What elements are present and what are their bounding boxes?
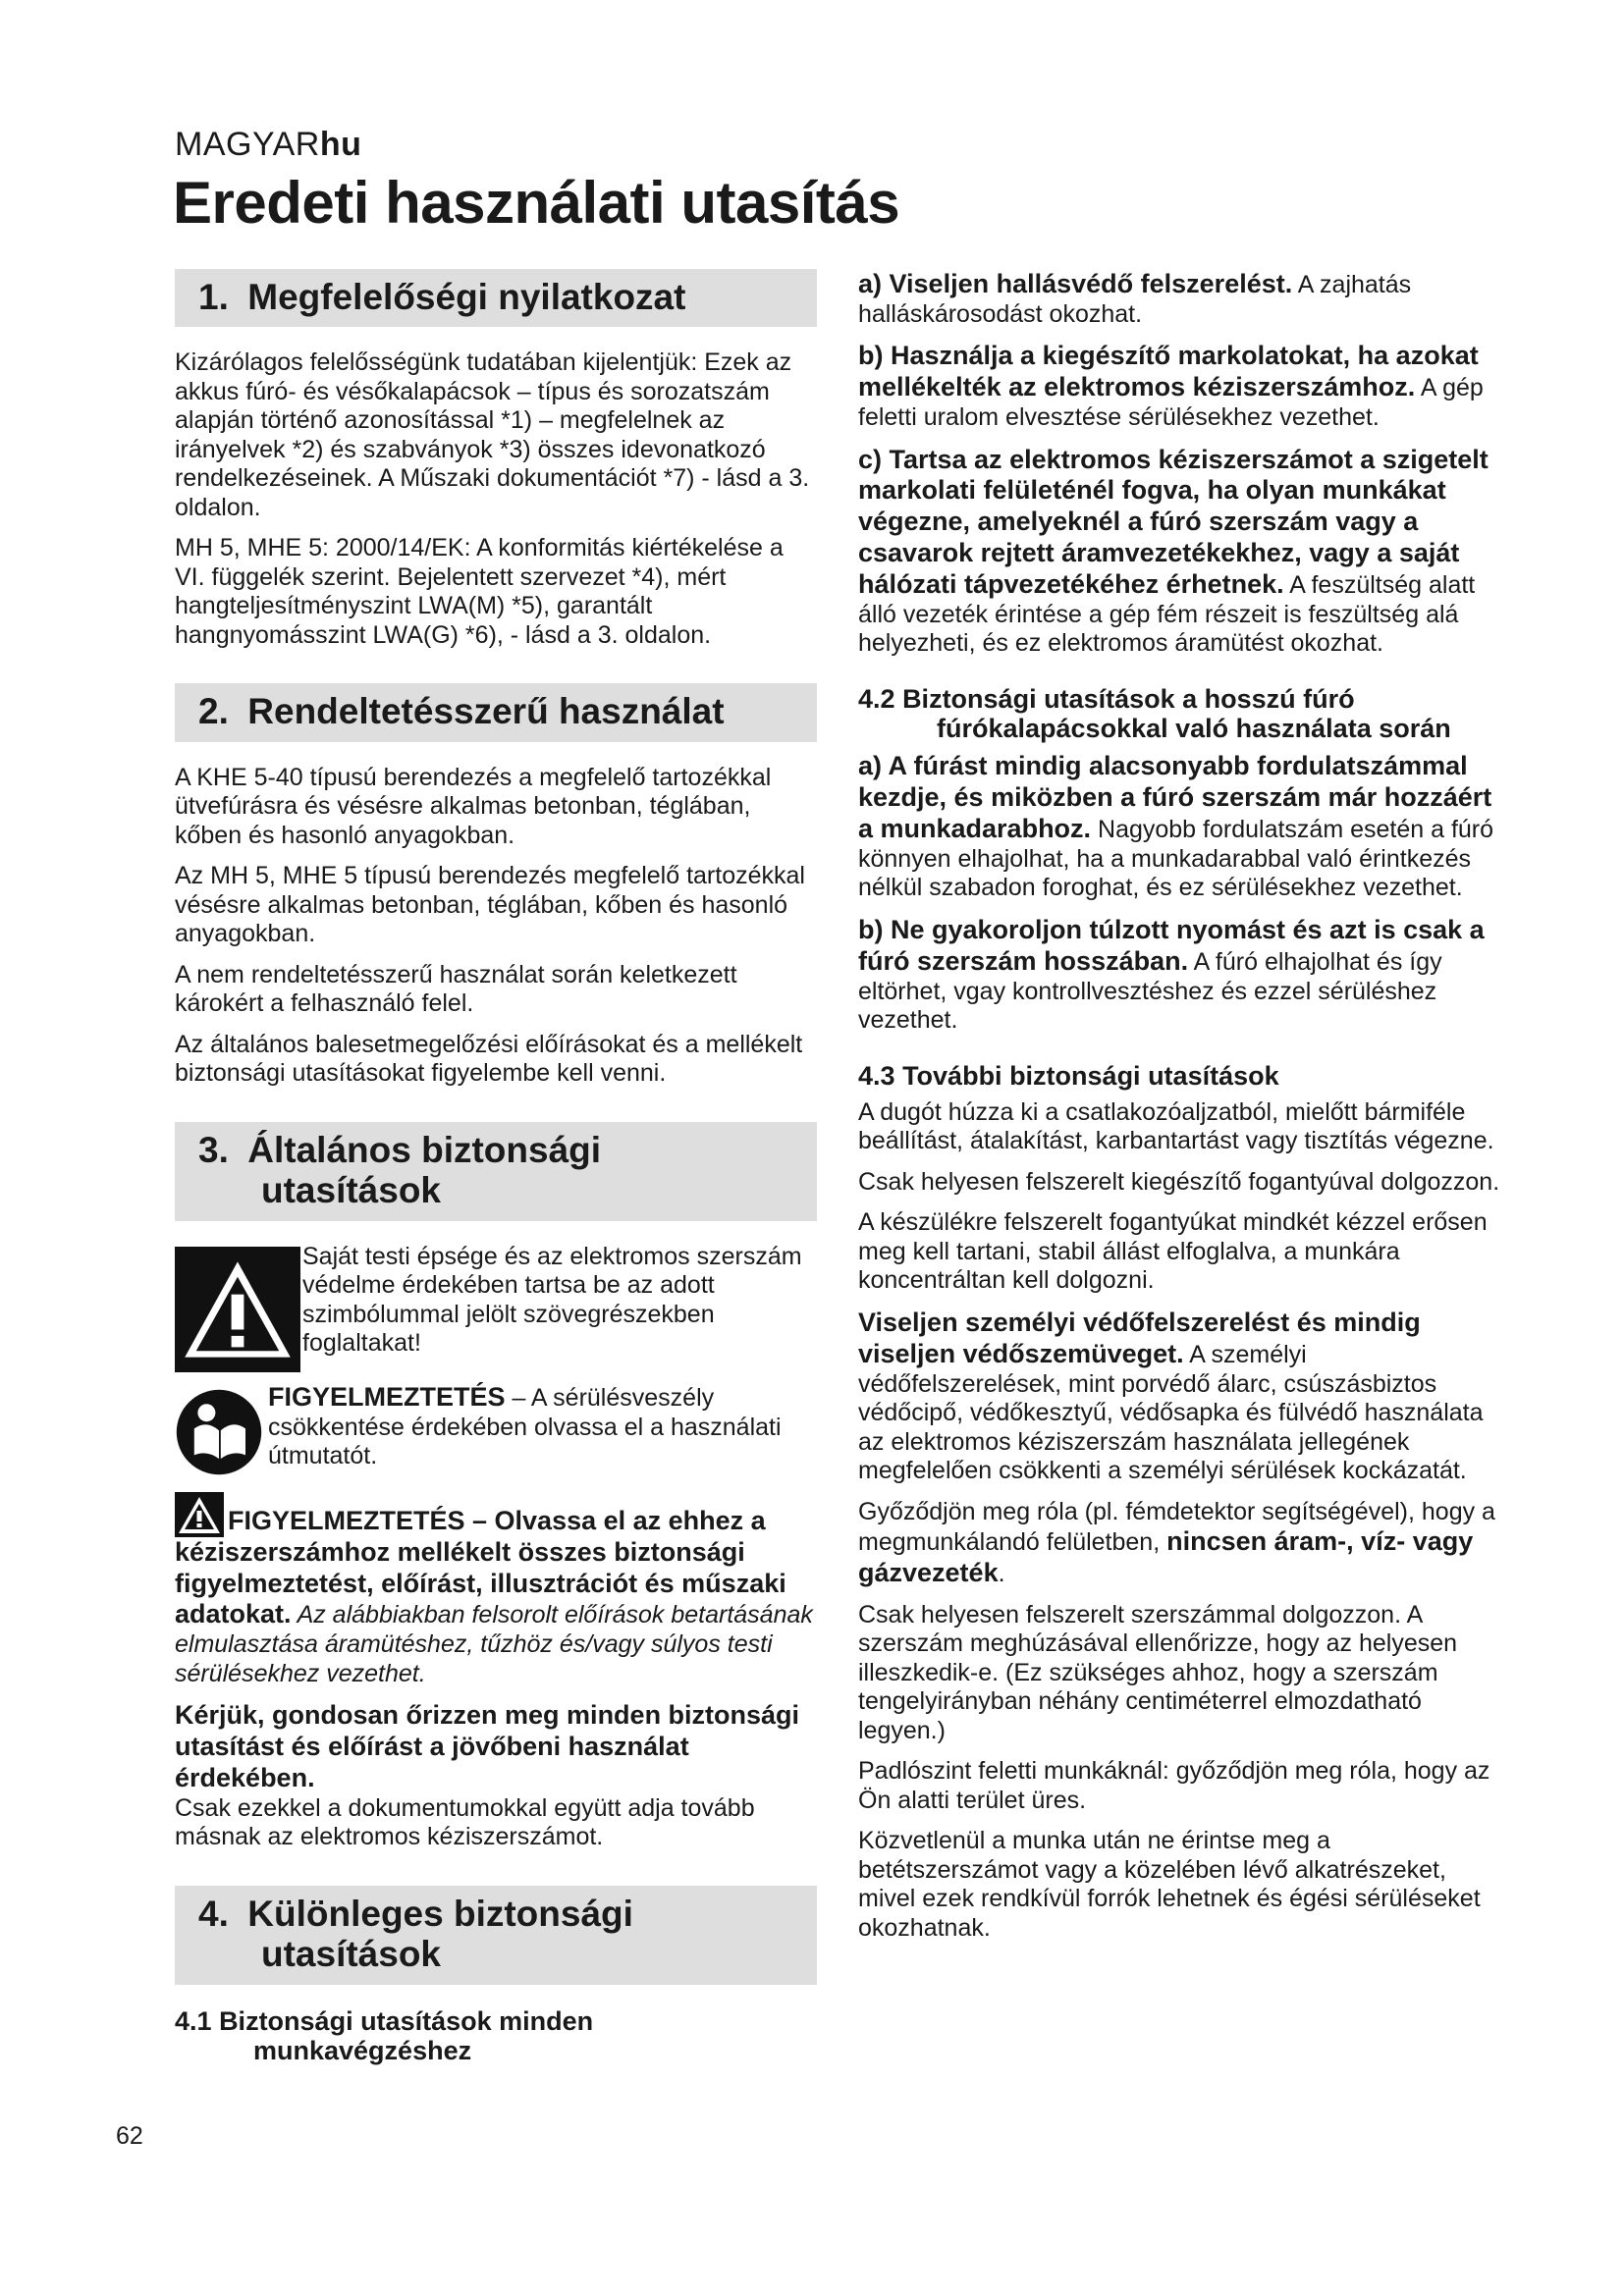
- item-4-1-a: a) Viseljen hallásvédő felszerelést. A zajhatás halláskárosodást okozhat.: [858, 269, 1412, 328]
- item-4-3-5: Győződjön meg róla (pl. fémdetektor segítségével), hogy a megmunkálandó felületben, nincsen áram-, víz- vagy gázvezeték.: [858, 1497, 1495, 1587]
- section-2-paragraph-2: Az MH 5, MHE 5 típusú berendezés megfelelő tartozékkal vésésre alkalmas betonban, téglában, kőben és hasonló anyagokban.: [175, 862, 805, 948]
- item-4-3-6: Csak helyesen felszerelt szerszámmal dolgozzon. A szerszám meghúzásával ellenőrizze, hogy az helyesen illeszkedik-e. (Ez szükséges ahhoz, hogy a szerszám tengelyirányban néhány centiméterrel elmozdatható legyen.): [858, 1600, 1458, 1744]
- warning-notice: [175, 1243, 817, 1370]
- subsection-4-3-heading: 4.3 További biztonsági utasítások: [858, 1060, 1279, 1091]
- item-4-2-b: b) Ne gyakoroljon túlzott nyomást és azt is csak a fúró szerszám hosszában. A fúró elhajolhat és így eltörhet, vgay kontrollvesztéshez és ezzel sérüléshez vezethet.: [858, 914, 1485, 1035]
- section-1-heading: 1. Megfelelőségi nyilatkozat: [175, 269, 817, 327]
- warning-triangle-icon: [175, 1247, 300, 1372]
- general-warning: [175, 1492, 817, 1689]
- warning-notice-text: Saját testi épsége és az elektromos szerszám védelme érdekében tartsa be az adott szimbólummal jelölt szövegrészekben foglaltakat!: [302, 1242, 802, 1358]
- read-manual-bold: FIGYELMEZTETÉS: [268, 1381, 506, 1412]
- section-2-paragraph-3: A nem rendeltetésszerű használat során keletkezett károkért a felhasználó felel.: [175, 960, 737, 1018]
- read-manual-icon: [175, 1388, 263, 1476]
- item-4-1-b: b) Használja a kiegészítő markolatokat, ha azokat mellékelték az elektromos kéziszerszámhoz. A gép feletti uralom elvesztése sérülésekhez vezethet.: [858, 341, 1484, 432]
- section-4-heading: 4. Különleges biztonsági utasítások: [175, 1886, 817, 1985]
- item-4-1-c: c) Tartsa az elektromos kéziszerszámot a szigetelt markolati felületénél fogva, ha olyan munkákat végezne, amelyeknél a fúró szerszám vagy a csavarok rejtett áramvezetékekhez, vagy a saját hálózati tápvezetékéhez érhetnek. A feszültség alatt álló vezeték érintése a gép fém részeit is feszültség alá helyezheti, és ez elektromos áramütést okozhat.: [858, 444, 1489, 658]
- language-label: MAGYARhu: [175, 126, 362, 163]
- section-3-heading: 3. Általános biztonsági utasítások: [175, 1122, 817, 1221]
- general-warning-bold: FIGYELMEZTETÉS – Olvassa el az ehhez a kéziszerszámhoz mellékelt összes biztonsági figyelmeztetést, előírást, illusztrációt és műszaki adatokat.: [175, 1505, 786, 1629]
- left-column: [175, 269, 817, 2073]
- item-4-3-1: A dugót húzza ki a csatlakozóaljzatból, mielőtt bármiféle beállítást, átalakítást, karbantartást vagy tisztítás végezne.: [858, 1097, 1494, 1155]
- section-1-paragraph-2: MH 5, MHE 5: 2000/14/EK: A konformitás kiértékelése a VI. függelék szerint. Bejelentett szervezet *4), mért hangteljesítményszint LWA(M) *5), garantált hangnyomásszint LWA(G) *6), - lásd a 3. oldalon.: [175, 534, 784, 649]
- item-4-3-4: Viseljen személyi védőfelszerelést és mindig viseljen védőszemüveget. A személyi védőfelszerelések, mint porvédő álarc, csúszásbiztos védőcipő, védőkesztyű, védősapka és fülvédő használata az elektromos kéziszerszám használata jellegének megfelelően csökkenti a személyi sérülések kockázatát.: [858, 1307, 1484, 1485]
- read-manual-text: – A sérülésveszély csökkentése érdekében olvassa el a használati útmutatót.: [268, 1383, 782, 1470]
- item-4-3-7: Padlószint feletti munkáknál: győződjön meg róla, hogy az Ön alatti terület üres.: [858, 1757, 1490, 1814]
- item-4-3-2: Csak helyesen felszerelt kiegészítő fogantyúval dolgozzon.: [858, 1167, 1500, 1196]
- read-manual-notice: [175, 1382, 817, 1480]
- small-warning-triangle-icon: [175, 1492, 224, 1537]
- section-2-paragraph-4: Az általános balesetmegelőzési előírásokat és a mellékelt biztonsági utasításokat figyelembe kell venni.: [175, 1030, 803, 1088]
- subsection-4-2-heading: 4.2 Biztonsági utasítások a hosszú fúró fúrókalapácsokkal való használata során: [858, 683, 1451, 744]
- section-2-heading: 2. Rendeltetésszerű használat: [175, 683, 817, 741]
- section-1-paragraph-1: Kizárólagos felelősségünk tudatában kijelentjük: Ezek az akkus fúró- és vésőkalapácsok – típus és sorozatszám alapján történő azonosítással *1) – megfelelnek az irányelvek *2) és szabványok *3) összes idevonatkozó rendelkezéseinek. A Műszaki dokumentációt *7) - lásd a 3. oldalon.: [175, 348, 810, 521]
- document-title: Eredeti használati utasítás: [173, 170, 900, 236]
- item-4-3-3: A készülékre felszerelt fogantyúkat mindkét kézzel erősen meg kell tartani, stabil állást elfoglalva, a munkára koncentráltan kell dolgozni.: [858, 1208, 1488, 1295]
- item-4-2-a: a) A fúrást mindig alacsonyabb fordulatszámmal kezdje, és miközben a fúró szerszám már hozzáért a munkadarabhoz. Nagyobb fordulatszám esetén a fúró könnyen elhajolhat, ha a munkadarabbal való érintkezés nélkül szabadon foroghat, és ez sérülésekhez vezethet.: [858, 751, 1494, 902]
- section-2-paragraph-1: A KHE 5-40 típusú berendezés a megfelelő tartozékkal ütvefúrásra és vésésre alkalmas betonban, téglában, kőben és hasonló anyagokban.: [175, 763, 772, 849]
- right-column: [858, 269, 1500, 1954]
- subsection-4-1-heading: 4.1 Biztonsági utasítások minden munkavégzéshez: [175, 2005, 594, 2066]
- item-4-3-8: Közvetlenül a munka után ne érintse meg a betétszerszámot vagy a közelében lévő alkatrészeket, mivel ezek rendkívül forrók lehetnek és égési sérüléseket okozhatnak.: [858, 1827, 1481, 1942]
- keep-instructions: Kérjük, gondosan őrizzen meg minden biztonsági utasítást és előírást a jövőbeni használat érdekében. Csak ezekkel a dokumentumokkal együtt adja tovább másnak az elektromos kéziszerszámot.: [175, 1700, 800, 1851]
- general-warning-italic: Az alábbiakban felsorolt előírások betartásának elmulasztása áramütéshez, tűzhöz és/vagy súlyos testi sérülésekhez vezethet.: [175, 1601, 813, 1687]
- page-number: 62: [116, 2122, 143, 2150]
